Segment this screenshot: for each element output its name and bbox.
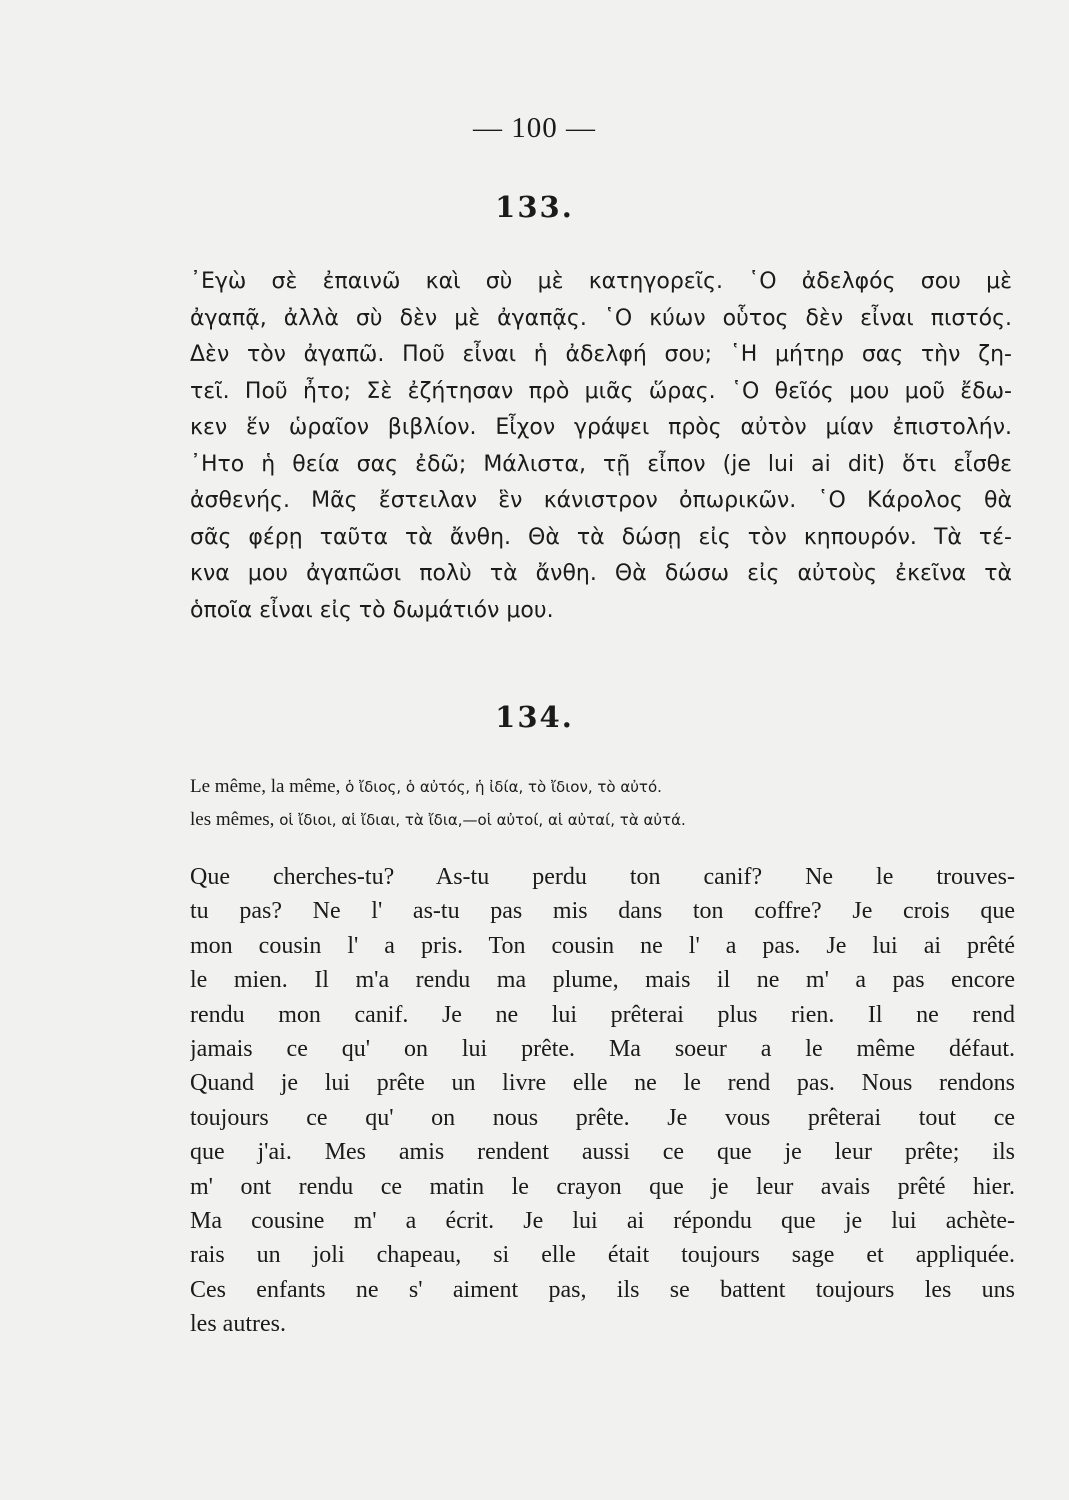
exercise-number-134: 134. xyxy=(495,700,574,734)
page-number: — 100 — xyxy=(473,112,596,144)
text-line: tu pas? Ne l' as-tu pas mis dans ton coffre? Je crois que xyxy=(190,898,1015,925)
text-line: que j'ai. Mes amis rendent aussi ce que je leur prête; ils xyxy=(190,1139,1015,1166)
text-line: σᾶς φέρῃ ταῦτα τὰ ἄνθη. Θὰ τὰ δώσῃ εἰς τὸν κηπουρόν. Τὰ τέ- xyxy=(190,524,1012,550)
vocabulary-french: Le même, la même, xyxy=(190,776,341,797)
text-line: ᾿Εγὼ σὲ ἐπαινῶ καὶ σὺ μὲ κατηγορεῖς. ῾Ο ἀδελφός σου μὲ xyxy=(190,269,1012,294)
vocabulary-list xyxy=(190,770,990,836)
text-line: m' ont rendu ce matin le crayon que je leur avais prêté hier. xyxy=(190,1173,1015,1200)
greek-exercise-text xyxy=(190,264,1012,629)
text-line: ἀσθενής. Μᾶς ἔστειλαν ἓν κάνιστρον ὀπωρικῶν. ῾Ο Κάρολος θὰ xyxy=(190,488,1012,513)
text-line: κεν ἕν ὡραῖον βιβλίον. Εἶχον γράψει πρὸς αὐτὸν μίαν ἐπιστολήν. xyxy=(190,415,1012,440)
text-line: rais un joli chapeau, si elle était toujours sage et appliquée. xyxy=(190,1242,1015,1269)
vocabulary-entry xyxy=(190,803,990,836)
text-line: les autres. xyxy=(190,1311,286,1338)
text-line: ὁποῖα εἶναι εἰς τὸ δωμάτιόν μου. xyxy=(190,597,554,623)
vocabulary-french: les mêmes, xyxy=(190,809,275,830)
french-exercise-text xyxy=(190,860,1015,1341)
text-line: mon cousin l' a pris. Ton cousin ne l' a pas. Je lui ai prêté xyxy=(190,932,1015,959)
text-line: ἀγαπᾷ, ἀλλὰ σὺ δὲν μὲ ἀγαπᾷς. ῾Ο κύων οὗτος δὲν εἶναι πιστός. xyxy=(190,305,1012,331)
exercise-number-133: 133. xyxy=(495,190,574,224)
text-line: Quand je lui prête un livre elle ne le rend pas. Nous rendons xyxy=(190,1070,1015,1097)
vocabulary-entry xyxy=(190,770,990,803)
text-line: Ma cousine m' a écrit. Je lui ai répondu que je lui achète- xyxy=(190,1207,1015,1234)
text-line: Que cherches-tu? As-tu perdu ton canif? Ne le trouves- xyxy=(190,864,1015,890)
vocabulary-greek: ὁ ἴδιος, ὁ αὐτός, ἡ ἰδία, τὸ ἴδιον, τὸ αὐτό. xyxy=(345,778,662,796)
text-line: toujours ce qu' on nous prête. Je vous prêterai tout ce xyxy=(190,1104,1015,1131)
text-line: Δὲν τὸν ἀγαπῶ. Ποῦ εἶναι ἡ ἀδελφή σου; ῾Η μήτηρ σας τὴν ζη- xyxy=(190,342,1012,367)
text-line: rendu mon canif. Je ne lui prêterai plus rien. Il ne rend xyxy=(190,1001,1015,1028)
text-line: κνα μου ἀγαπῶσι πολὺ τὰ ἄνθη. Θὰ δώσω εἰς αὐτοὺς ἐκεῖνα τὰ xyxy=(190,561,1012,586)
text-line: le mien. Il m'a rendu ma plume, mais il ne m' a pas encore xyxy=(190,967,1015,994)
text-line: ᾿Ητο ἡ θεία σας ἐδῶ; Μάλιστα, τῇ εἶπον (je lui ai dit) ὅτι εἶσθε xyxy=(190,451,1012,477)
vocabulary-greek: οἱ ἴδιοι, αἱ ἴδιαι, τὰ ἴδια,—οἱ αὐτοί, αἱ αὐταί, τὰ αὐτά. xyxy=(279,811,686,829)
text-line: τεῖ. Ποῦ ἦτο; Σὲ ἐζήτησαν πρὸ μιᾶς ὥρας. ῾Ο θεῖός μου μοῦ ἔδω- xyxy=(190,378,1012,404)
text-line: jamais ce qu' on lui prête. Ma soeur a le même défaut. xyxy=(190,1035,1015,1062)
text-line: Ces enfants ne s' aiment pas, ils se battent toujours les uns xyxy=(190,1276,1015,1303)
